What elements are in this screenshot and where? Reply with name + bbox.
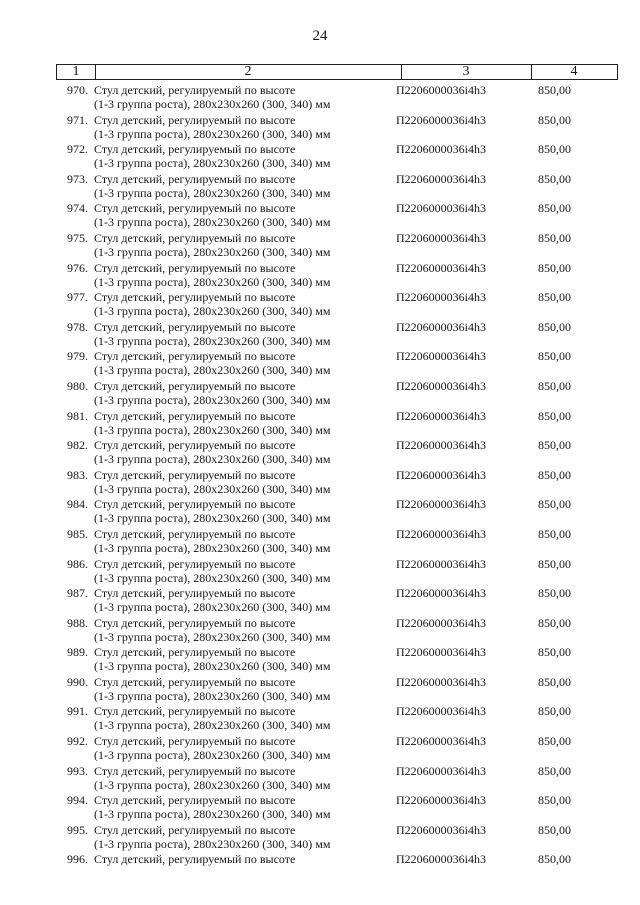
item-code: П2206000036i4h3	[396, 822, 486, 837]
item-price: 850,00	[538, 201, 571, 216]
item-code: П2206000036i4h3	[396, 378, 486, 393]
item-description	[94, 764, 384, 792]
page-number: 24	[312, 28, 328, 44]
table-row	[0, 734, 640, 764]
description-line-1: Стул детский, регулируемый по высоте	[94, 349, 296, 364]
row-number: 996.	[67, 852, 88, 867]
table-row	[0, 438, 640, 468]
table-row	[0, 142, 640, 172]
row-number: 995.	[67, 822, 88, 837]
item-description	[94, 616, 384, 644]
item-price: 850,00	[538, 349, 571, 364]
row-number: 980.	[67, 378, 88, 393]
item-code: П2206000036i4h3	[396, 793, 486, 808]
description-line-1: Стул детский, регулируемый по высоте	[94, 497, 296, 512]
row-number: 977.	[67, 290, 88, 305]
description-line-2: (1-3 группа роста), 280х230х260 (300, 340) мм	[94, 185, 331, 200]
description-line-2: (1-3 группа роста), 280х230х260 (300, 340) мм	[94, 777, 331, 792]
description-line-2: (1-3 группа роста), 280х230х260 (300, 340) мм	[94, 688, 331, 703]
description-line-2: (1-3 группа роста), 280х230х260 (300, 340) мм	[94, 540, 331, 555]
table-row	[0, 675, 640, 705]
item-description	[94, 438, 384, 466]
row-number: 986.	[67, 556, 88, 571]
item-price: 850,00	[538, 171, 571, 186]
table-row	[0, 261, 640, 291]
table-row	[0, 586, 640, 616]
description-line-1: Стул детский, регулируемый по высоте	[94, 526, 296, 541]
item-code: П2206000036i4h3	[396, 142, 486, 157]
description-line-1: Стул детский, регулируемый по высоте	[94, 438, 296, 453]
item-description	[94, 172, 384, 200]
description-line-1: Стул детский, регулируемый по высоте	[94, 142, 296, 157]
item-code: П2206000036i4h3	[396, 349, 486, 364]
description-line-1: Стул детский, регулируемый по высоте	[94, 586, 296, 601]
item-price: 850,00	[538, 319, 571, 334]
item-code: П2206000036i4h3	[396, 852, 486, 867]
item-code: П2206000036i4h3	[396, 734, 486, 749]
item-price: 850,00	[538, 83, 571, 97]
description-line-2: (1-3 группа роста), 280х230х260 (300, 340) мм	[94, 629, 331, 644]
item-code: П2206000036i4h3	[396, 408, 486, 423]
item-price: 850,00	[538, 556, 571, 571]
item-price: 850,00	[538, 586, 571, 601]
item-description	[94, 468, 384, 496]
table-row	[0, 497, 640, 527]
table-row	[0, 616, 640, 646]
item-code: П2206000036i4h3	[396, 556, 486, 571]
row-number: 985.	[67, 526, 88, 541]
item-description	[94, 586, 384, 614]
description-line-1: Стул детский, регулируемый по высоте	[94, 260, 296, 275]
header-col-3: 3	[401, 65, 532, 79]
table-row	[0, 704, 640, 734]
item-code: П2206000036i4h3	[396, 112, 486, 127]
item-code: П2206000036i4h3	[396, 586, 486, 601]
description-line-1: Стул детский, регулируемый по высоте	[94, 674, 296, 689]
item-price: 850,00	[538, 230, 571, 245]
row-number: 976.	[67, 260, 88, 275]
description-line-1: Стул детский, регулируемый по высоте	[94, 734, 296, 749]
table-row	[0, 645, 640, 675]
item-code: П2206000036i4h3	[396, 497, 486, 512]
description-line-2: (1-3 группа роста), 280х230х260 (300, 340) мм	[94, 600, 331, 615]
item-description	[94, 113, 384, 141]
description-line-2: (1-3 группа роста), 280х230х260 (300, 340) мм	[94, 244, 331, 259]
header-col-2: 2	[95, 65, 402, 79]
item-code: П2206000036i4h3	[396, 260, 486, 275]
description-line-2: (1-3 группа роста), 280х230х260 (300, 340) мм	[94, 481, 331, 496]
item-code: П2206000036i4h3	[396, 763, 486, 778]
item-code: П2206000036i4h3	[396, 526, 486, 541]
description-line-1: Стул детский, регулируемый по высоте	[94, 852, 296, 867]
description-line-2: (1-3 группа роста), 280х230х260 (300, 340) мм	[94, 97, 331, 111]
description-line-1: Стул детский, регулируемый по высоте	[94, 319, 296, 334]
description-line-1: Стул детский, регулируемый по высоте	[94, 201, 296, 216]
row-number: 990.	[67, 674, 88, 689]
item-description	[94, 675, 384, 703]
item-price: 850,00	[538, 378, 571, 393]
description-line-1: Стул детский, регулируемый по высоте	[94, 83, 296, 97]
description-line-2: (1-3 группа роста), 280х230х260 (300, 340) мм	[94, 392, 331, 407]
item-price: 850,00	[538, 852, 571, 867]
item-description	[94, 83, 384, 111]
description-line-1: Стул детский, регулируемый по высоте	[94, 615, 296, 630]
table-header	[56, 64, 618, 80]
item-price: 850,00	[538, 112, 571, 127]
description-line-1: Стул детский, регулируемый по высоте	[94, 556, 296, 571]
table-row	[0, 852, 640, 882]
item-description	[94, 497, 384, 525]
item-code: П2206000036i4h3	[396, 319, 486, 334]
description-line-2: (1-3 группа роста), 280х230х260 (300, 340) мм	[94, 126, 331, 141]
item-description	[94, 527, 384, 555]
table-row	[0, 557, 640, 587]
item-description	[94, 261, 384, 289]
row-number: 983.	[67, 467, 88, 482]
item-code: П2206000036i4h3	[396, 645, 486, 660]
item-description	[94, 557, 384, 585]
item-code: П2206000036i4h3	[396, 704, 486, 719]
item-code: П2206000036i4h3	[396, 467, 486, 482]
item-code: П2206000036i4h3	[396, 615, 486, 630]
item-description	[94, 320, 384, 348]
table-row	[0, 379, 640, 409]
description-line-2: (1-3 группа роста), 280х230х260 (300, 340) мм	[94, 156, 331, 171]
item-price: 850,00	[538, 290, 571, 305]
description-line-1: Стул детский, регулируемый по высоте	[94, 793, 296, 808]
item-price: 850,00	[538, 526, 571, 541]
row-number: 978.	[67, 319, 88, 334]
description-line-2: (1-3 группа роста), 280х230х260 (300, 340) мм	[94, 511, 331, 526]
item-description	[94, 201, 384, 229]
row-number: 989.	[67, 645, 88, 660]
item-price: 850,00	[538, 408, 571, 423]
description-line-2: (1-3 группа роста), 280х230х260 (300, 340) мм	[94, 215, 331, 230]
item-description	[94, 231, 384, 259]
table-row	[0, 823, 640, 853]
item-code: П2206000036i4h3	[396, 201, 486, 216]
description-line-1: Стул детский, регулируемый по высоте	[94, 171, 296, 186]
item-description	[94, 704, 384, 732]
description-line-1: Стул детский, регулируемый по высоте	[94, 230, 296, 245]
description-line-2: (1-3 группа роста), 280х230х260 (300, 340) мм	[94, 333, 331, 348]
row-number: 987.	[67, 586, 88, 601]
item-code: П2206000036i4h3	[396, 290, 486, 305]
item-price: 850,00	[538, 674, 571, 689]
table-row	[0, 172, 640, 202]
table-body	[0, 83, 640, 882]
item-description	[94, 852, 384, 866]
description-line-1: Стул детский, регулируемый по высоте	[94, 378, 296, 393]
table-row	[0, 201, 640, 231]
description-line-2: (1-3 группа роста), 280х230х260 (300, 340) мм	[94, 748, 331, 763]
table-row	[0, 764, 640, 794]
item-price: 850,00	[538, 438, 571, 453]
row-number: 982.	[67, 438, 88, 453]
item-code: П2206000036i4h3	[396, 438, 486, 453]
item-description	[94, 349, 384, 377]
item-code: П2206000036i4h3	[396, 171, 486, 186]
item-description	[94, 734, 384, 762]
item-price: 850,00	[538, 260, 571, 275]
description-line-2: (1-3 группа роста), 280х230х260 (300, 340) мм	[94, 452, 331, 467]
description-line-2: (1-3 группа роста), 280х230х260 (300, 340) мм	[94, 836, 331, 851]
header-col-1: 1	[57, 65, 96, 79]
item-description	[94, 142, 384, 170]
row-number: 988.	[67, 615, 88, 630]
description-line-1: Стул детский, регулируемый по высоте	[94, 763, 296, 778]
item-description	[94, 379, 384, 407]
description-line-1: Стул детский, регулируемый по высоте	[94, 822, 296, 837]
row-number: 991.	[67, 704, 88, 719]
description-line-2: (1-3 группа роста), 280х230х260 (300, 340) мм	[94, 304, 331, 319]
item-description	[94, 409, 384, 437]
table-row	[0, 409, 640, 439]
item-price: 850,00	[538, 763, 571, 778]
item-code: П2206000036i4h3	[396, 230, 486, 245]
item-description	[94, 823, 384, 851]
table-row	[0, 83, 640, 113]
description-line-2: (1-3 группа роста), 280х230х260 (300, 340) мм	[94, 570, 331, 585]
item-description	[94, 645, 384, 673]
row-number: 981.	[67, 408, 88, 423]
description-line-2: (1-3 группа роста), 280х230х260 (300, 340) мм	[94, 274, 331, 289]
row-number: 993.	[67, 763, 88, 778]
item-price: 850,00	[538, 142, 571, 157]
item-price: 850,00	[538, 615, 571, 630]
description-line-1: Стул детский, регулируемый по высоте	[94, 704, 296, 719]
row-number: 984.	[67, 497, 88, 512]
item-price: 850,00	[538, 645, 571, 660]
item-price: 850,00	[538, 734, 571, 749]
item-price: 850,00	[538, 704, 571, 719]
description-line-2: (1-3 группа роста), 280х230х260 (300, 340) мм	[94, 807, 331, 822]
description-line-1: Стул детский, регулируемый по высоте	[94, 408, 296, 423]
description-line-1: Стул детский, регулируемый по высоте	[94, 467, 296, 482]
description-line-2: (1-3 группа роста), 280х230х260 (300, 340) мм	[94, 718, 331, 733]
table-row	[0, 793, 640, 823]
header-col-4: 4	[570, 64, 578, 79]
row-number: 979.	[67, 349, 88, 364]
row-number: 971.	[67, 112, 88, 127]
row-number: 992.	[67, 734, 88, 749]
description-line-1: Стул детский, регулируемый по высоте	[94, 112, 296, 127]
item-price: 850,00	[538, 822, 571, 837]
table-row	[0, 468, 640, 498]
description-line-2: (1-3 группа роста), 280х230х260 (300, 340) мм	[94, 422, 331, 437]
row-number: 970.	[67, 83, 88, 97]
row-number: 974.	[67, 201, 88, 216]
table-row	[0, 290, 640, 320]
table-row	[0, 349, 640, 379]
description-line-1: Стул детский, регулируемый по высоте	[94, 645, 296, 660]
item-price: 850,00	[538, 793, 571, 808]
item-code: П2206000036i4h3	[396, 83, 486, 97]
row-number: 973.	[67, 171, 88, 186]
row-number: 994.	[67, 793, 88, 808]
item-description	[94, 290, 384, 318]
item-code: П2206000036i4h3	[396, 674, 486, 689]
item-price: 850,00	[538, 497, 571, 512]
table-row	[0, 231, 640, 261]
table-row	[0, 527, 640, 557]
item-description	[94, 793, 384, 821]
table-row	[0, 320, 640, 350]
description-line-1: Стул детский, регулируемый по высоте	[94, 290, 296, 305]
table-row	[0, 113, 640, 143]
description-line-2: (1-3 группа роста), 280х230х260 (300, 340) мм	[94, 363, 331, 378]
description-line-2: (1-3 группа роста), 280х230х260 (300, 340) мм	[94, 659, 331, 674]
item-price: 850,00	[538, 467, 571, 482]
row-number: 975.	[67, 230, 88, 245]
row-number: 972.	[67, 142, 88, 157]
